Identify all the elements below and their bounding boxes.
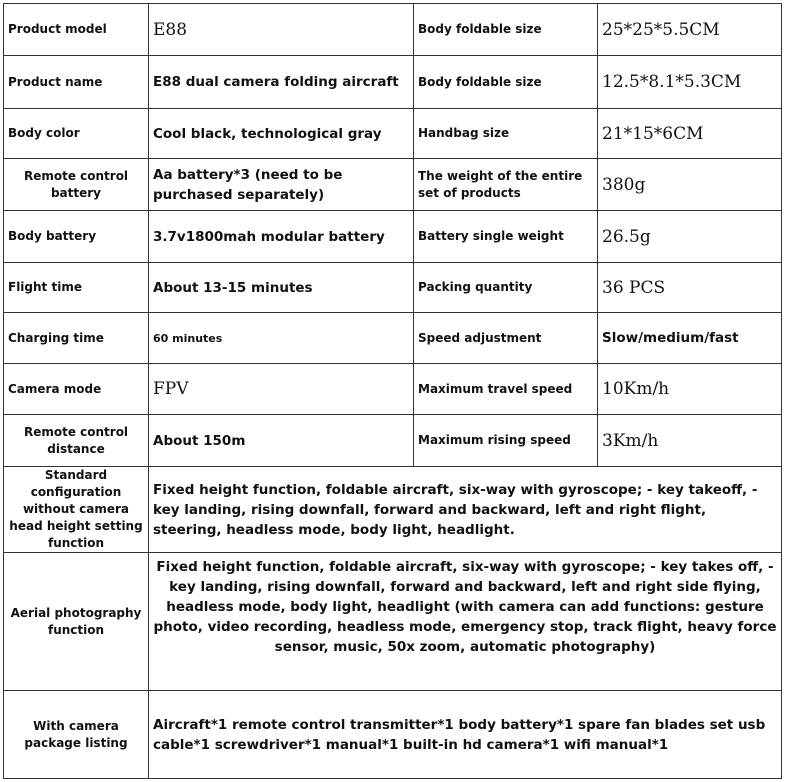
spec-label: Charging time bbox=[4, 313, 149, 364]
spec-row bbox=[4, 263, 782, 313]
package-listing-row bbox=[4, 691, 782, 779]
spec-label: Product model bbox=[4, 4, 149, 56]
standard-config-label: Standard configuration without camera head height setting function bbox=[4, 467, 149, 553]
standard-config-row bbox=[4, 467, 782, 553]
spec-value: Aa battery*3 (need to be purchased separately) bbox=[149, 159, 414, 211]
spec-value: 26.5g bbox=[598, 211, 782, 263]
spec-row bbox=[4, 364, 782, 415]
spec-value: About 13-15 minutes bbox=[149, 263, 414, 313]
package-listing-label: With camera package listing bbox=[4, 691, 149, 779]
product-spec-table bbox=[3, 3, 782, 779]
spec-value: E88 bbox=[149, 4, 414, 56]
spec-row bbox=[4, 159, 782, 211]
spec-row bbox=[4, 313, 782, 364]
spec-value: FPV bbox=[149, 364, 414, 415]
spec-label: Battery single weight bbox=[414, 211, 598, 263]
spec-label: The weight of the entire set of products bbox=[414, 159, 598, 211]
spec-label: Body foldable size bbox=[414, 4, 598, 56]
spec-value: 12.5*8.1*5.3CM bbox=[598, 56, 782, 109]
spec-label: Camera mode bbox=[4, 364, 149, 415]
spec-row bbox=[4, 4, 782, 56]
spec-label: Packing quantity bbox=[414, 263, 598, 313]
spec-value: 3Km/h bbox=[598, 415, 782, 467]
spec-row bbox=[4, 56, 782, 109]
spec-value: 10Km/h bbox=[598, 364, 782, 415]
spec-label: Speed adjustment bbox=[414, 313, 598, 364]
spec-label: Body foldable size bbox=[414, 56, 598, 109]
spec-value: 21*15*6CM bbox=[598, 109, 782, 159]
spec-value: E88 dual camera folding aircraft bbox=[149, 56, 414, 109]
spec-value: 36 PCS bbox=[598, 263, 782, 313]
spec-label: Flight time bbox=[4, 263, 149, 313]
spec-value: About 150m bbox=[149, 415, 414, 467]
spec-label: Handbag size bbox=[414, 109, 598, 159]
spec-row bbox=[4, 109, 782, 159]
standard-config-text: Fixed height function, foldable aircraft, six-way with gyroscope; - key takeoff, - key landing, rising downfall, forward and backward, left and right flight, steering, headless mode, body light, headlight. bbox=[149, 467, 782, 553]
spec-label: Product name bbox=[4, 56, 149, 109]
spec-value: 25*25*5.5CM bbox=[598, 4, 782, 56]
spec-value: Slow/medium/fast bbox=[598, 313, 782, 364]
spec-value: Cool black, technological gray bbox=[149, 109, 414, 159]
spec-value: 3.7v1800mah modular battery bbox=[149, 211, 414, 263]
spec-value: 380g bbox=[598, 159, 782, 211]
spec-row bbox=[4, 415, 782, 467]
spec-label: Maximum rising speed bbox=[414, 415, 598, 467]
spec-row bbox=[4, 211, 782, 263]
spec-label: Maximum travel speed bbox=[414, 364, 598, 415]
aerial-photography-label: Aerial photography function bbox=[4, 553, 149, 691]
aerial-photography-row bbox=[4, 553, 782, 691]
aerial-photography-text: Fixed height function, foldable aircraft, six-way with gyroscope; - key takes off, - key landing, rising downfall, forward and backward, left and right side flying, headless mode, body light, headlight (with camera can add functions: gesture photo, video recording, headless mode, emergency stop, track flight, heavy force sensor, music, 50x zoom, automatic photography) bbox=[149, 553, 782, 691]
spec-label: Body battery bbox=[4, 211, 149, 263]
spec-value: 60 minutes bbox=[149, 313, 414, 364]
spec-label: Body color bbox=[4, 109, 149, 159]
spec-label: Remote control battery bbox=[4, 159, 149, 211]
package-listing-text: Aircraft*1 remote control transmitter*1 body battery*1 spare fan blades set usb cable*1 screwdriver*1 manual*1 built-in hd camera*1 wifi manual*1 bbox=[149, 691, 782, 779]
spec-label: Remote control distance bbox=[4, 415, 149, 467]
